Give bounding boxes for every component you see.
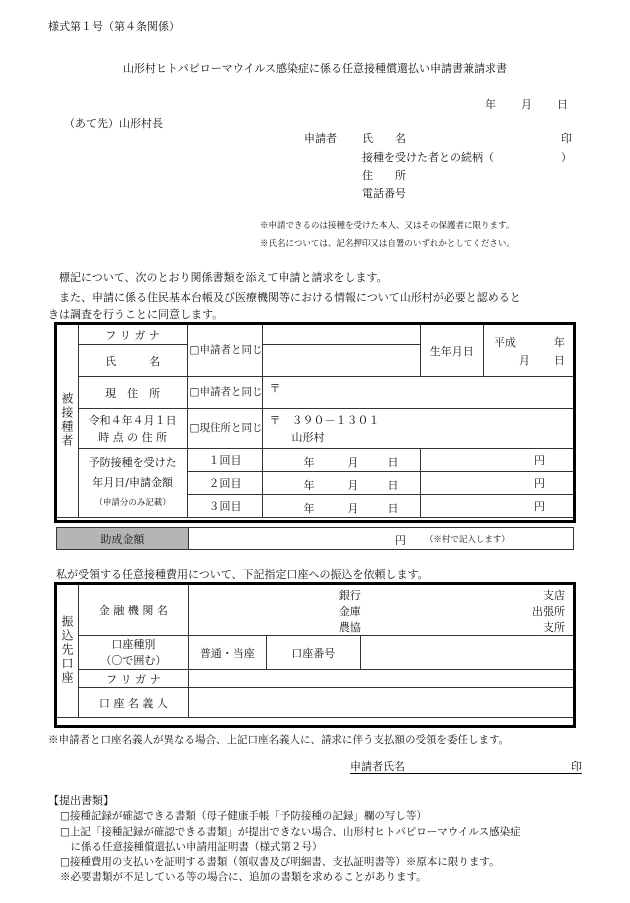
submission-item-1: □接種記録が確認できる書類（母子健康手帳「予防接種の記録」欄の写し等）	[60, 810, 427, 822]
holder-furigana-input[interactable]	[188, 670, 573, 688]
bank-side-label: 振込先口座	[57, 585, 79, 718]
applicant-signature-label: 申請者氏名	[350, 760, 405, 773]
birthdate-day: 日	[553, 353, 565, 367]
submission-item-3: □接種費用の支払いを証明する書類（領収書及び明細書、支払証明書等）※原本に限ります。	[60, 856, 500, 868]
vaccination-label: 予防接種を受けた 年月日/申請金額 （申請分のみ記載）	[78, 449, 187, 518]
account-type-select[interactable]: 普通・当座	[188, 636, 266, 670]
page-title: 山形村ヒトパピローマウイルス感染症に係る任意接種償還払い申請書兼請求書	[122, 62, 508, 75]
same-as-current-checkbox[interactable]: □現住所と同じ	[187, 409, 263, 449]
round-1-label: １回目	[187, 449, 263, 472]
transfer-intro: 私が受領する任意接種費用について、下記指定口座への振込を依頼します。	[56, 568, 429, 581]
r4-address-value: 〒 ３９０－１３０１ 山形村	[263, 409, 574, 449]
applicant-signature-seal: 印	[571, 760, 582, 773]
form-number: 様式第１号（第４条関係）	[48, 20, 180, 33]
submission-note: ※必要書類が不足している等の場合に、追加の書類を求めることがあります。	[60, 871, 427, 883]
subsidy-amount: 円 （※村で記入します）	[188, 528, 573, 550]
round-3-date[interactable]: 年 月 日	[263, 495, 420, 518]
subsidy-label: 助成金額	[57, 528, 189, 550]
birthdate-month: 月	[518, 353, 530, 367]
subsidy-row	[56, 527, 574, 550]
birthdate-input[interactable]	[483, 325, 573, 377]
current-address-label: 現 住 所	[78, 377, 187, 409]
furigana-input[interactable]	[263, 325, 420, 345]
applicant-signature-line[interactable]	[350, 758, 582, 774]
date-year: 年	[485, 98, 496, 111]
current-address-input[interactable]: 〒	[263, 377, 574, 409]
account-number-input[interactable]	[360, 636, 573, 670]
round-2-date[interactable]: 年 月 日	[263, 472, 420, 495]
holder-input[interactable]	[188, 688, 573, 718]
note-signature: ※氏名については、記名押印又は自署のいずれかとしてください。	[260, 239, 515, 249]
name-label: 氏 名	[78, 345, 187, 377]
applicant-label: 申請者	[304, 132, 337, 145]
bank-name-label: 金 融 機 関 名	[78, 585, 188, 636]
vaccinee-table	[56, 324, 574, 518]
submission-item-2: □上記「接種記録が確認できる書類」が提出できない場合、山形村ヒトパピローマウイルス感染症	[60, 826, 521, 838]
round-2-label: ２回目	[187, 472, 263, 495]
addressee: （あて先）山形村長	[64, 117, 163, 130]
intro-line-2: また、申請に係る住民基本台帳及び医療機関等における情報について山形村が必要と認めると	[48, 291, 521, 304]
vaccinee-side-label: 被接種者	[57, 325, 79, 518]
account-number-label: 口座番号	[266, 636, 360, 670]
bank-table	[56, 584, 574, 718]
date-month: 月	[521, 98, 532, 111]
applicant-seal: 印	[561, 132, 572, 145]
applicant-phone-label: 電話番号	[362, 187, 406, 200]
submission-item-2-cont: に係る任意接種償還払い申請用証明書（様式第２号）	[60, 841, 323, 853]
applicant-address-label: 住 所	[362, 169, 406, 182]
same-as-applicant-checkbox[interactable]: □申請者と同じ	[187, 325, 263, 377]
round-2-amount[interactable]: 円	[420, 472, 573, 495]
name-input[interactable]	[263, 345, 420, 377]
relation-label: 接種を受けた者との続柄（	[362, 151, 494, 164]
round-1-date[interactable]: 年 月 日	[263, 449, 420, 472]
round-3-label: ３回目	[187, 495, 263, 518]
furigana-label: フ リ ガ ナ	[78, 325, 187, 345]
intro-line-1: 標記について、次のとおり関係書類を添えて申請と請求をします。	[48, 271, 388, 284]
birthdate-year: 年	[553, 335, 565, 349]
note-eligibility: ※申請できるのは接種を受けた本人、又はその保護者に限ります。	[260, 221, 515, 231]
applicant-name-label: 氏 名	[362, 132, 406, 145]
account-type-label: 口座種別 （〇で囲む）	[78, 636, 188, 670]
r4-address-label: 令和４年４月１日 時 点 の 住 所	[78, 409, 187, 449]
round-3-amount[interactable]: 円	[420, 495, 573, 518]
birthdate-label: 生年月日	[420, 325, 483, 377]
intro-line-3: きは調査を行うことに同意します。	[48, 308, 224, 321]
submission-heading: 【提出書類】	[48, 794, 114, 807]
birthdate-era: 平成	[493, 335, 516, 349]
relation-close: ）	[561, 151, 572, 164]
same-as-applicant-address-checkbox[interactable]: □申請者と同じ	[187, 377, 263, 409]
bank-name-input[interactable]: 銀行 金庫 農協 支店 出張所 支所	[188, 585, 573, 636]
round-1-amount[interactable]: 円	[420, 449, 573, 472]
holder-furigana-label: フ リ ガ ナ	[78, 670, 188, 688]
delegation-note: ※申請者と口座名義人が異なる場合、上記口座名義人に、請求に伴う支払額の受領を委任します。	[48, 734, 510, 746]
holder-label: 口 座 名 義 人	[78, 688, 188, 718]
date-day: 日	[557, 98, 568, 111]
